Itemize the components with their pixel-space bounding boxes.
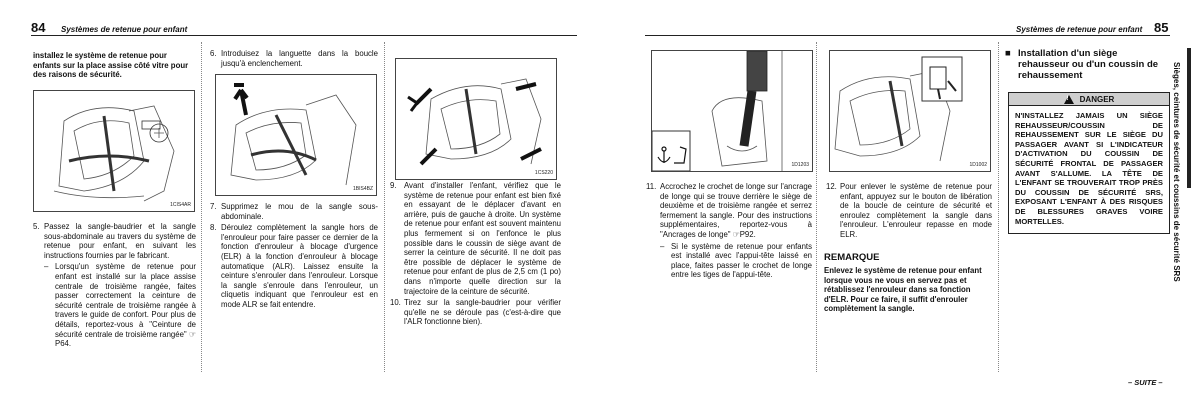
step-text: Pour enlever le système de retenue pour enfant, appuyez sur le bouton de libération de la boucle de ceinture de sécurité et enroulez complètement la sangle dans l'enrouleur. L'enrouleur repasse en mode ELR. xyxy=(840,182,992,239)
buckle-illustration xyxy=(216,75,376,195)
remark-title: REMARQUE xyxy=(824,252,880,263)
remark-text: Enlevez le système de retenue pour enfant lorsque vous ne vous en servez pas et rétablissez l'enrouleur dans sa fonction d'ELR. Pour ce faire, il suffit d'enrouler complètement la sangle. xyxy=(824,266,982,314)
step-number: 8. xyxy=(210,223,217,233)
step-6-block xyxy=(210,49,378,70)
figure-code: 1CIS4AR xyxy=(170,202,191,208)
danger-box xyxy=(1008,92,1170,234)
sub-text: Lorsqu'un système de retenue pour enfant est installé sur la place assise centrale de troisième rangée, faites passer correctement la ceinture de sécurité centrale de troisième rangée à travers le guide de confort. Pour plus de détails, reportez-vous à "Ceinture de sécurité centrale de troisième rangée" ☞P64. xyxy=(55,262,196,349)
step-10 xyxy=(390,298,561,327)
step-number: 11. xyxy=(646,182,657,191)
column-divider xyxy=(384,42,385,372)
step-9 xyxy=(390,181,561,296)
child-seat-illustration xyxy=(34,91,194,211)
figure-buckle-release xyxy=(829,50,991,172)
section-marker: ■ xyxy=(1005,48,1011,59)
step-12-block xyxy=(826,182,992,242)
step-number: 6. xyxy=(210,49,217,58)
figure-seat-belt-routing xyxy=(33,90,195,212)
chapter-side-label: Sièges, ceintures de sécurité et coussins de sécurité SRS xyxy=(1172,62,1181,282)
step-text: Avant d'installer l'enfant, vérifiez que le système de retenue pour enfant est bien fixé en essayant de le déplacer d'avant en arrière, puis de gauche à droite. Un système de retenue pour enfant est souvent maintenu plus fermement si on l'enfonce le plus possible dans le coussin de siège avant de serrer la ceinture de sécurité. Il ne doit pas être possible de déplacer le système de retenue pour enfant de plus de 2,5 cm (1 po) dans n'importe quelle direction sur la trajectoire de la ceinture de sécurité. xyxy=(404,181,561,296)
column-divider xyxy=(816,42,817,372)
step-7 xyxy=(210,202,378,221)
step-text: Supprimez le mou de la sangle sous-abdominale. xyxy=(221,202,378,221)
figure-code: 1CS220 xyxy=(534,170,553,176)
step-number: 9. xyxy=(390,181,397,190)
running-header-right: Systèmes de retenue pour enfant xyxy=(1016,25,1143,34)
continued-marker: – SUITE – xyxy=(1128,378,1163,387)
step-text: Passez la sangle-baudrier et la sangle sous-abdominale au travers du système de retenue pour enfant, en suivant les instructions fournies par le fabricant. xyxy=(44,222,196,260)
step-text: Accrochez le crochet de longe sur l'ancrage de longe qui se trouve derrière le siège de deuxième et de troisième rangée et serrez fermement la sangle. Pour des instructions supplémentaires, reportez-vous à "Ancrages de longe" ☞P92. xyxy=(660,182,812,239)
step-number: 5. xyxy=(33,222,40,231)
release-illustration xyxy=(830,51,990,171)
running-header-left: Systèmes de retenue pour enfant xyxy=(61,25,188,34)
page-number-left: 84 xyxy=(31,20,46,35)
seat-check-illustration xyxy=(396,59,556,179)
step-text: Tirez sur la sangle-baudrier pour vérifier qu'elle ne se déroule pas (c'est-à-dire que l'ALR fonctionne bien). xyxy=(404,298,561,327)
step-number: 10. xyxy=(390,298,401,308)
step-11 xyxy=(646,182,812,240)
step-5 xyxy=(33,222,196,260)
section-title: Installation d'un siège rehausseur ou d'un coussin de rehaussement xyxy=(1018,48,1159,81)
intro-text: installez le système de retenue pour enfants sur la place assise côté vitre pour des raisons de sécurité. xyxy=(33,51,189,80)
column-divider xyxy=(998,42,999,372)
step-5-sub xyxy=(33,262,196,348)
page-number-right: 85 xyxy=(1154,20,1169,35)
figure-buckle-insert xyxy=(215,74,377,196)
figure-code: 1BIS4BZ xyxy=(352,186,373,192)
header-rule-right xyxy=(645,35,1170,36)
step-11-sub xyxy=(646,242,812,280)
warning-icon xyxy=(1064,95,1074,104)
header-rule-left xyxy=(31,35,577,36)
dash-marker: – xyxy=(44,262,49,272)
figure-tether-anchor xyxy=(651,50,813,172)
step-8 xyxy=(210,223,378,309)
steps-9-10-block xyxy=(390,181,561,329)
dash-marker: – xyxy=(660,241,665,251)
step-number: 7. xyxy=(210,202,217,211)
figure-code: 1D1002 xyxy=(969,162,987,168)
steps-7-8-block xyxy=(210,202,378,312)
step-number: 12. xyxy=(826,182,837,191)
step-12 xyxy=(826,182,992,240)
chapter-tab-bar xyxy=(1187,48,1191,188)
step-text: Déroulez complètement la sangle hors de l'enrouleur pour faire passer ce dernier de la fonction d'enrouleur à blocage d'urgence (ELR) à la fonction d'enrouleur à blocage automatique (ALR). Laissez ensuite la ceinture s'enrouler dans l'enrouleur. Lorsque la sangle s'enroule dans l'enrouleur, un cliquetis indiquant que l'enrouleur est en mode ALR se fait entendre. xyxy=(221,223,378,309)
step-5-block xyxy=(33,222,196,351)
warning-symbol: ! xyxy=(1066,95,1069,102)
figure-seat-check xyxy=(395,58,557,180)
column-divider xyxy=(201,42,202,372)
sub-text: Si le système de retenue pour enfants est installé avec l'appui-tête laissé en place, faites passer le crochet de longe entre les tiges de l'appui-tête. xyxy=(671,241,812,280)
step-11-block xyxy=(646,182,812,282)
danger-text: N'INSTALLEZ JAMAIS UN SIÈGE REHAUSSEUR/COUSSIN DE REHAUSSEMENT SUR LE SIÈGE DU PASSAGER AVANT SI L'INDICATEUR D'ACTIVATION DU COUSSIN DE SÉCURITÉ FRONTAL DE PASSAGER AVANT S'ALLUME. LA TÊTE DE L'ENFANT SE TROUVERAIT TROP PRÈS DU COUSSIN DE SÉCURITÉ SRS, EXPOSANT L'ENFANT À DES RISQUES DE BLESSURES GRAVES VOIRE MORTELLES. xyxy=(1015,111,1163,226)
danger-header xyxy=(1009,93,1169,106)
section-heading xyxy=(1005,48,1168,81)
figure-code: 1D1203 xyxy=(791,162,809,168)
step-6 xyxy=(210,49,378,68)
danger-label: DANGER xyxy=(1079,94,1115,104)
tether-illustration xyxy=(652,51,812,171)
step-text: Introduisez la languette dans la boucle jusqu'à enclenchement. xyxy=(221,49,378,68)
